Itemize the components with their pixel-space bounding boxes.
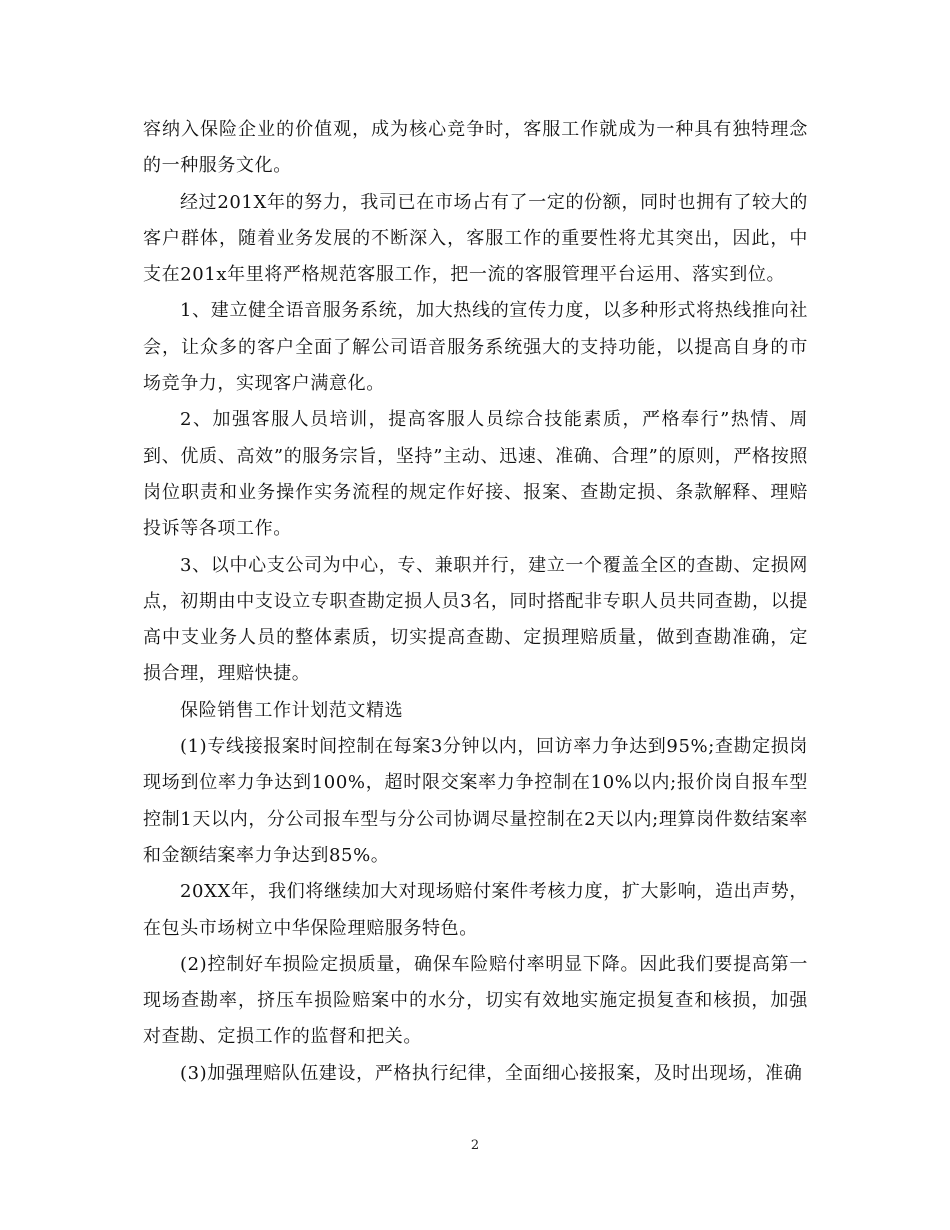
section-heading: 保险销售工作计划范文精选 <box>180 699 404 721</box>
paragraph-item-2: 2、加强客服人员培训，提高客服人员综合技能素质，严格奉行”热情、周到、优质、高效”的服务宗旨，坚持”主动、迅速、准确、合理”的原则，严格按照岗位职责和业务操作实务流程的规定作好接、报案、查勘定损、条款解释、理赔投诉等各项工作。 <box>143 409 808 540</box>
paragraph-sub-1: (1)专线接报案时间控制在每案3分钟以内，回访率力争达到95%;查勘定损岗现场到位率力争达到100%，超时限交案率力争控制在10%以内;报价岗自报车型控制1天以内，分公司报车型与分公司协调尽量控制在2天以内;理算岗件数结案率和金额结案率力争达到85%。 <box>143 736 808 866</box>
paragraph-overview: 经过201X年的努力，我司已在市场占有了一定的份额，同时也拥有了较大的客户群体，随着业务发展的不断深入，客服工作的重要性将尤其突出，因此，中支在201x年里将严格规范客服工作，把一流的客服管理平台运用、落实到位。 <box>143 191 808 286</box>
page-number: 2 <box>470 1138 480 1153</box>
document-body <box>143 112 808 1092</box>
paragraph-item-3: 3、以中心支公司为中心，专、兼职并行，建立一个覆盖全区的查勘、定损网点，初期由中支设立专职查勘定损人员3名，同时搭配非专职人员共同查勘，以提高中支业务人员的整体素质，切实提高查勘、定损理赔质量，做到查勘准确，定损合理，理赔快捷。 <box>143 554 808 685</box>
paragraph-item-1: 1、建立健全语音服务系统，加大热线的宣传力度，以多种形式将热线推向社会，让众多的客户全面了解公司语音服务系统强大的支持功能，以提高自身的市场竞争力，实现客户满意化。 <box>143 300 808 395</box>
paragraph-year-plan: 20XX年，我们将继续加大对现场赔付案件考核力度，扩大影响，造出声势，在包头市场树立中华保险理赔服务特色。 <box>143 881 808 939</box>
paragraph-continuation: 容纳入保险企业的价值观，成为核心竞争时，客服工作就成为一种具有独特理念的一种服务文化。 <box>143 119 808 177</box>
paragraph-sub-2: (2)控制好车损险定损质量，确保车险赔付率明显下降。因此我们要提高第一现场查勘率，挤压车损险赔案中的水分，切实有效地实施定损复查和核损，加强对查勘、定损工作的监督和把关。 <box>143 953 808 1048</box>
paragraph-sub-3: (3)加强理赔队伍建设，严格执行纪律，全面细心接报案，及时出现场，准确 <box>180 1062 803 1084</box>
